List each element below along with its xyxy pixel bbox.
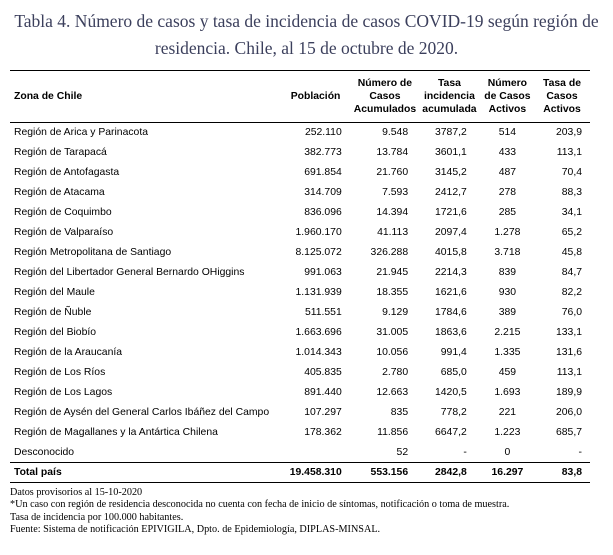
row-tasa-activos: 685,7 <box>555 427 582 438</box>
note-unknown-region: *Un caso con región de residencia desconocida no cuenta con fecha de inicio de síntomas, notificación o toma de muestra. <box>10 499 510 511</box>
table-row <box>10 423 590 443</box>
row-activos: 459 <box>498 367 517 378</box>
row-tasa: 1721,6 <box>435 207 467 218</box>
header-zona: Zona de Chile <box>14 91 83 102</box>
total-casos: 553.156 <box>370 467 409 478</box>
header-activos-line: Número <box>487 78 528 89</box>
row-casos: 11.856 <box>377 427 409 438</box>
header-tasa-activos-line: Casos <box>546 91 578 102</box>
row-tasa-activos: 76,0 <box>561 307 582 318</box>
row-tasa: 2214,3 <box>435 267 467 278</box>
row-poblacion: 8.125.072 <box>295 247 342 258</box>
table-row <box>10 183 590 203</box>
header-casos-line: Casos <box>369 91 401 102</box>
table-row <box>10 243 590 263</box>
table-row <box>10 163 590 183</box>
table-row <box>10 223 590 243</box>
row-tasa: 3787,2 <box>435 127 467 139</box>
row-tasa: 991,4 <box>440 347 467 358</box>
covid-cases-table <box>10 70 590 483</box>
row-zona: Región de la Araucanía <box>14 347 123 358</box>
row-zona: Región de Los Ríos <box>14 367 106 378</box>
row-tasa-activos: 84,7 <box>561 267 582 278</box>
row-zona: Región de Tarapacá <box>14 147 107 158</box>
row-poblacion: 107.297 <box>304 407 342 418</box>
row-activos: 1.223 <box>494 427 521 438</box>
row-casos: 12.663 <box>376 387 409 398</box>
row-activos: 1.693 <box>494 387 521 398</box>
row-poblacion: 836.096 <box>304 207 342 218</box>
row-poblacion: 891.440 <box>304 387 342 398</box>
row-casos: 14.394 <box>376 207 409 218</box>
row-casos: 2.780 <box>382 367 409 378</box>
row-casos: 21.945 <box>376 267 409 278</box>
header-poblacion: Población <box>290 91 341 102</box>
row-activos: 278 <box>498 187 517 198</box>
row-tasa-activos: 113,1 <box>556 367 582 378</box>
note-rate-unit: Tasa de incidencia por 100.000 habitantes. <box>10 511 184 523</box>
row-tasa: 2412,7 <box>435 187 467 198</box>
row-poblacion <box>279 443 351 463</box>
row-tasa-activos: 65,2 <box>561 227 582 238</box>
row-tasa: 778,2 <box>440 407 467 418</box>
row-zona: Región de Magallanes y la Antártica Chilena <box>14 427 218 438</box>
row-tasa-activos: 82,2 <box>561 287 582 298</box>
row-poblacion: 178.362 <box>304 427 342 438</box>
header-tasa-activos-line: Activos <box>543 104 581 115</box>
row-tasa-activos: 189,9 <box>555 387 582 398</box>
row-casos: 18.355 <box>376 287 409 298</box>
row-tasa-activos: 45,8 <box>561 247 582 258</box>
table-header <box>10 71 590 123</box>
row-zona: Región de Valparaíso <box>14 227 114 238</box>
row-tasa: 1863,6 <box>435 327 467 338</box>
row-activos: 0 <box>504 446 511 458</box>
table-body <box>10 123 590 463</box>
row-poblacion: 1.960.170 <box>295 227 342 238</box>
header-casos-activos <box>481 71 534 123</box>
row-activos: 2.215 <box>494 327 521 338</box>
row-activos: 285 <box>498 207 517 218</box>
row-activos: 433 <box>498 147 517 158</box>
table-row <box>10 303 590 323</box>
table-row <box>10 283 590 303</box>
row-casos: 10.056 <box>376 347 409 358</box>
header-tasa-activos <box>534 71 590 123</box>
row-tasa: 685,0 <box>440 367 467 378</box>
header-activos-line: de Casos <box>484 91 531 102</box>
row-zona: Desconocido <box>14 446 75 458</box>
row-tasa: 3145,2 <box>435 167 467 178</box>
header-row <box>10 71 590 123</box>
row-tasa: 1784,6 <box>435 307 467 318</box>
table-title <box>0 8 613 62</box>
total-poblacion: 19.458.310 <box>289 467 342 478</box>
row-zona: Región del Maule <box>14 287 95 298</box>
row-tasa: 1420,5 <box>435 387 467 398</box>
table-row <box>10 143 590 163</box>
row-poblacion: 1.131.939 <box>295 287 342 298</box>
row-casos: 41.113 <box>377 227 409 238</box>
row-poblacion: 405.835 <box>304 367 342 378</box>
row-casos: 9.129 <box>382 307 409 318</box>
total-zona: Total país <box>14 467 62 478</box>
row-activos: 487 <box>498 167 517 178</box>
row-tasa: 1621,6 <box>435 287 467 298</box>
row-zona: Región de Ñuble <box>14 307 92 318</box>
table-footer <box>10 463 590 483</box>
table-title-line-1: Tabla 4. Número de casos y tasa de incidencia de casos COVID-19 según región de <box>14 11 599 31</box>
header-tasa-incidencia <box>418 71 481 123</box>
header-activos-line: Activos <box>488 104 527 115</box>
table-row <box>10 443 590 463</box>
row-tasa: 4015,8 <box>435 247 467 258</box>
row-tasa-activos: 34,1 <box>561 207 582 218</box>
table-title-line-2: residencia. Chile, al 15 de octubre de 2020. <box>154 38 459 58</box>
row-zona: Región de Los Lagos <box>14 387 113 398</box>
row-casos: 31.005 <box>376 327 409 338</box>
row-activos: 389 <box>498 307 517 318</box>
header-casos-line: Número de <box>357 78 413 89</box>
row-tasa: 3601,1 <box>435 147 467 158</box>
row-zona: Región de Atacama <box>14 187 105 198</box>
row-activos: 839 <box>498 267 517 278</box>
row-casos: 9.548 <box>382 127 409 139</box>
table-row <box>10 123 590 143</box>
row-tasa-activos: 203,9 <box>555 127 582 139</box>
row-zona: Región de Arica y Parinacota <box>14 127 149 139</box>
row-casos: 52 <box>396 446 409 458</box>
row-activos: 3.718 <box>494 247 521 258</box>
table-row <box>10 343 590 363</box>
row-tasa: 2097,4 <box>435 227 467 238</box>
row-tasa-activos: 131,6 <box>555 347 582 358</box>
row-casos: 13.784 <box>376 147 409 158</box>
row-zona: Región del Biobío <box>14 327 97 338</box>
row-tasa: - <box>463 446 467 458</box>
row-zona: Región Metropolitana de Santiago <box>14 247 172 258</box>
note-source: Fuente: Sistema de notificación EPIVIGILA, Dpto. de Epidemiología, DIPLAS-MINSAL. <box>10 523 381 535</box>
table-row <box>10 203 590 223</box>
row-poblacion: 1.014.343 <box>295 347 342 358</box>
row-casos: 21.760 <box>376 167 409 178</box>
row-poblacion: 991.063 <box>304 267 342 278</box>
row-poblacion: 252.110 <box>304 127 342 139</box>
table-notes <box>10 487 610 536</box>
row-poblacion: 511.551 <box>304 307 342 318</box>
row-casos: 835 <box>390 407 409 418</box>
total-tasa: 2842,8 <box>435 467 467 478</box>
row-tasa-activos: 133,1 <box>555 327 582 338</box>
row-zona: Región de Aysén del General Carlos Ibáñez del Campo <box>14 407 270 418</box>
table-row <box>10 263 590 283</box>
row-tasa-activos: 88,3 <box>561 187 582 198</box>
row-zona: Región de Antofagasta <box>14 167 120 178</box>
note-provisional: Datos provisorios al 15-10-2020 <box>10 487 143 498</box>
header-tasa-line: incidencia <box>424 91 475 102</box>
table-row <box>10 363 590 383</box>
total-row <box>10 463 590 483</box>
total-activos: 16.297 <box>491 467 524 478</box>
total-tasa-activos: 83,8 <box>561 467 582 478</box>
row-zona: Región del Libertador General Bernardo OHiggins <box>14 267 245 278</box>
row-poblacion: 314.709 <box>304 187 342 198</box>
row-tasa: 6647,2 <box>435 427 467 438</box>
row-activos: 221 <box>498 407 517 418</box>
header-tasa-activos-line: Tasa de <box>543 78 581 89</box>
row-tasa-activos: 70,4 <box>561 167 582 178</box>
header-tasa-line: Tasa <box>437 78 461 89</box>
row-activos: 1.335 <box>494 347 521 358</box>
table-row <box>10 403 590 423</box>
row-activos: 930 <box>498 287 517 298</box>
table-row <box>10 383 590 403</box>
row-activos: 1.278 <box>494 227 521 238</box>
table-row <box>10 323 590 343</box>
row-tasa-activos: - <box>578 446 582 458</box>
row-poblacion: 691.854 <box>304 167 342 178</box>
row-poblacion: 1.663.696 <box>295 327 342 338</box>
row-casos: 7.593 <box>382 187 409 198</box>
row-casos: 326.288 <box>370 247 409 258</box>
header-casos-line: Acumulados <box>353 104 417 115</box>
row-poblacion: 382.773 <box>304 147 342 158</box>
row-tasa-activos: 206,0 <box>555 407 582 418</box>
header-casos-acumulados <box>352 71 418 123</box>
row-activos: 514 <box>498 127 517 139</box>
row-tasa-activos: 113,1 <box>556 147 582 158</box>
header-tasa-line: acumulada <box>422 104 477 115</box>
row-zona: Región de Coquimbo <box>14 207 112 218</box>
